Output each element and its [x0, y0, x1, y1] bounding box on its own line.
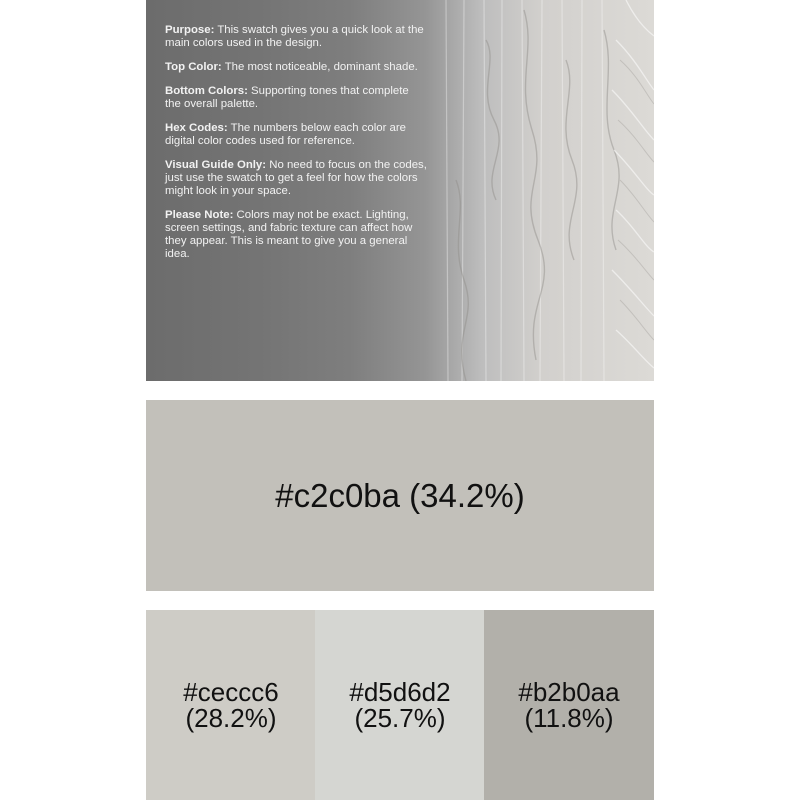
bottom-swatch-2 — [315, 610, 485, 800]
swatch-hex-code: #d5d6d2 — [349, 677, 451, 707]
fabric-photo — [146, 0, 654, 381]
swatch-percent: (28.2%) — [185, 703, 277, 733]
info-notes — [165, 24, 427, 272]
swatch-hex-code: #ceccc6 — [183, 677, 279, 707]
swatch-percent: (25.7%) — [354, 703, 446, 733]
swatch-percent: (11.8%) — [524, 703, 614, 733]
note-bottom-colors: Bottom Colors: Supporting tones that complete the overall palette. — [165, 85, 409, 110]
top-swatch-label: #c2c0ba (34.2%) — [275, 476, 525, 514]
note-hex-codes: Hex Codes: The numbers below each color are digital color codes used for reference. — [165, 122, 407, 147]
note-visual-guide: Visual Guide Only: No need to focus on the codes, just use the swatch to get a feel for how the colors might look in your space. — [165, 159, 427, 197]
note-top-color: Top Color: The most noticeable, dominant shade. — [165, 61, 418, 73]
bottom-swatch-1 — [146, 610, 316, 800]
note-please-note: Please Note: Colors may not be exact. Lighting, screen settings, and fabric texture can affect how they appear. This is meant to give you a general idea. — [165, 209, 413, 260]
top-color-swatch — [146, 400, 654, 591]
swatch-hex-code: #b2b0aa — [518, 677, 620, 707]
note-purpose: Purpose: This swatch gives you a quick look at the main colors used in the design. — [165, 24, 424, 49]
bottom-swatch-3 — [484, 610, 654, 800]
